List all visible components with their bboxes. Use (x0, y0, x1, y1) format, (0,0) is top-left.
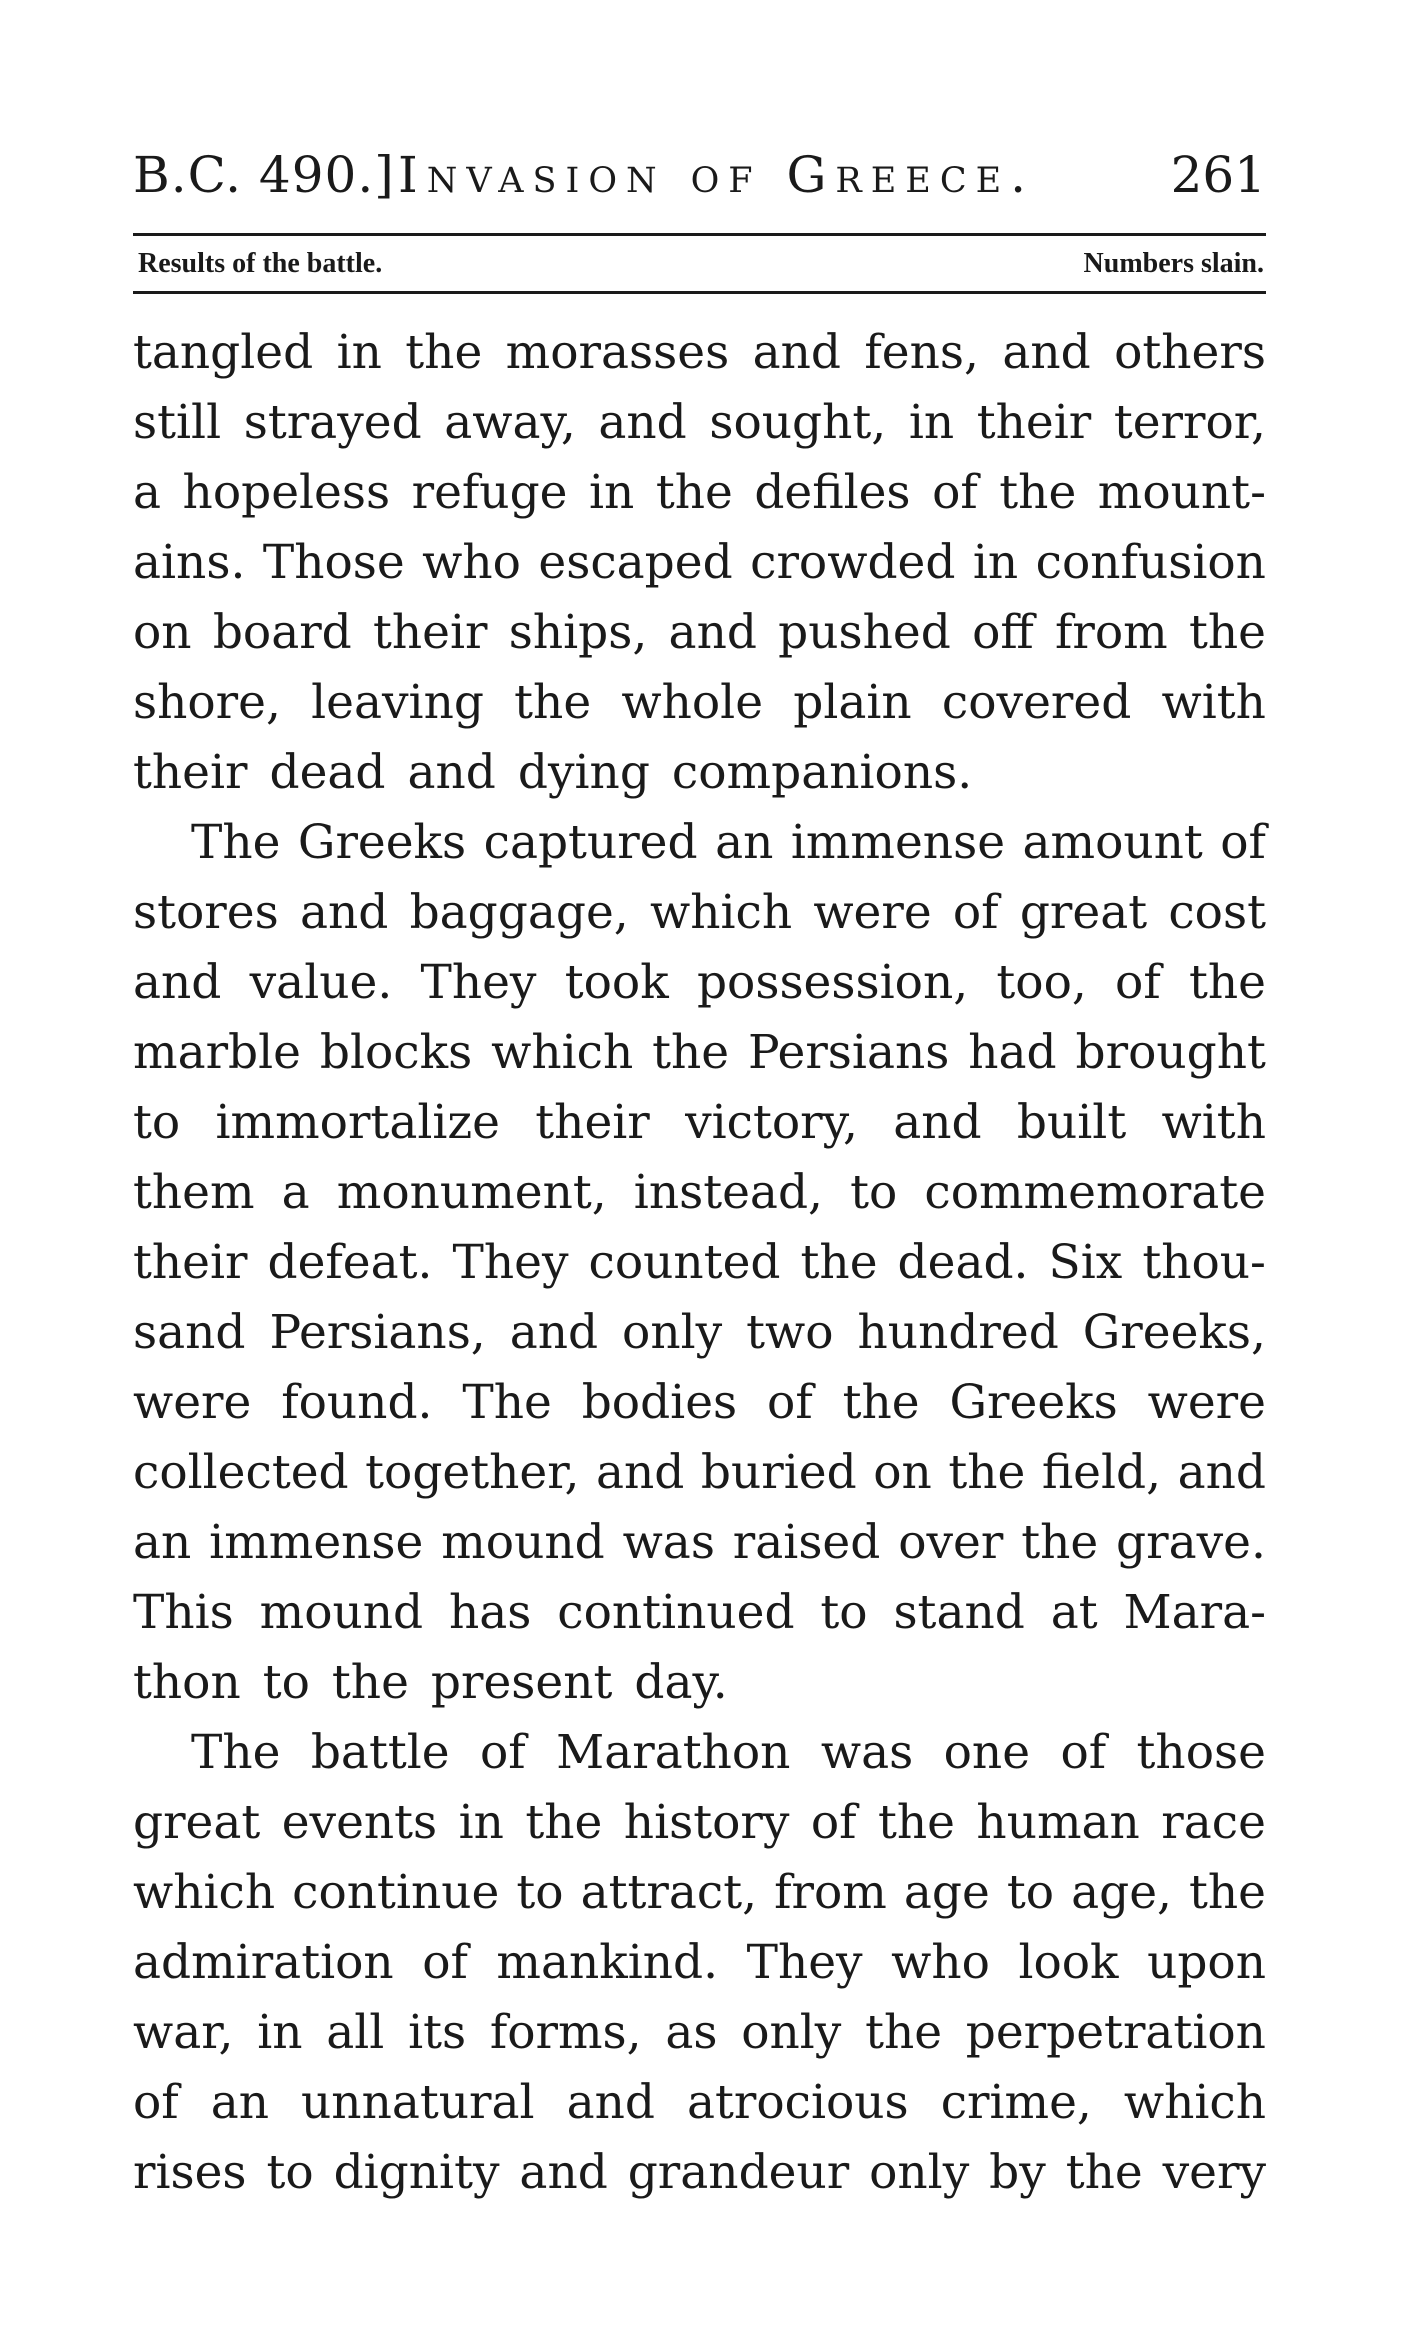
text-line: stores and baggage, which were of great cost (133, 885, 1266, 940)
header-rule-bottom (133, 291, 1266, 294)
text-line: still strayed away, and sought, in their terror, (133, 395, 1266, 450)
text-line: sand Persians, and only two hundred Greeks, (133, 1305, 1266, 1360)
text-line: ains. Those who escaped crowded in confusion (133, 535, 1266, 590)
text-line: marble blocks which the Persians had brought (133, 1025, 1266, 1080)
text-line: their defeat. They counted the dead. Six thou- (133, 1235, 1266, 1290)
text-line: which continue to attract, from age to age, the (133, 1865, 1266, 1920)
text-line: war, in all its forms, as only the perpetration (133, 2005, 1266, 2060)
text-line: The battle of Marathon was one of those (191, 1725, 1266, 1780)
paragraph (133, 318, 1266, 808)
text-line: an immense mound was raised over the grave. (133, 1515, 1266, 1570)
text-line: to immortalize their victory, and built with (133, 1095, 1266, 1150)
text-line: collected together, and buried on the field, and (133, 1445, 1266, 1500)
paragraph (133, 808, 1266, 1718)
text-line: rises to dignity and grandeur only by the very (133, 2145, 1266, 2200)
side-note-left: Results of the battle. (138, 248, 383, 279)
text-line: The Greeks captured an immense amount of (191, 815, 1266, 870)
page-number: 261 (1170, 146, 1266, 204)
text-line: on board their ships, and pushed off from the (133, 605, 1266, 660)
text-line: shore, leaving the whole plain covered with (133, 675, 1266, 730)
text-line: a hopeless refuge in the defiles of the mount- (133, 465, 1266, 520)
text-line: thon to the present day. (133, 1655, 728, 1710)
text-line: their dead and dying companions. (133, 745, 973, 800)
body-text (133, 318, 1266, 2208)
text-line: them a monument, instead, to commemorate (133, 1165, 1266, 1220)
text-line: This mound has continued to stand at Mara- (133, 1585, 1266, 1640)
side-note-right: Numbers slain. (1083, 248, 1264, 279)
text-line: great events in the history of the human race (133, 1795, 1266, 1850)
text-line: were found. The bodies of the Greeks were (133, 1375, 1266, 1430)
running-head-date: B.C. 490.] (133, 146, 395, 204)
text-line: and value. They took possession, too, of the (133, 955, 1266, 1010)
running-head (133, 140, 1266, 210)
paragraph (133, 1718, 1266, 2208)
text-line: of an unnatural and atrocious crime, which (133, 2075, 1266, 2130)
text-line: admiration of mankind. They who look upon (133, 1935, 1266, 1990)
header-rule-top (133, 233, 1266, 236)
text-line: tangled in the morasses and fens, and others (133, 325, 1266, 380)
running-head-title: Invasion of Greece. (398, 146, 1036, 204)
